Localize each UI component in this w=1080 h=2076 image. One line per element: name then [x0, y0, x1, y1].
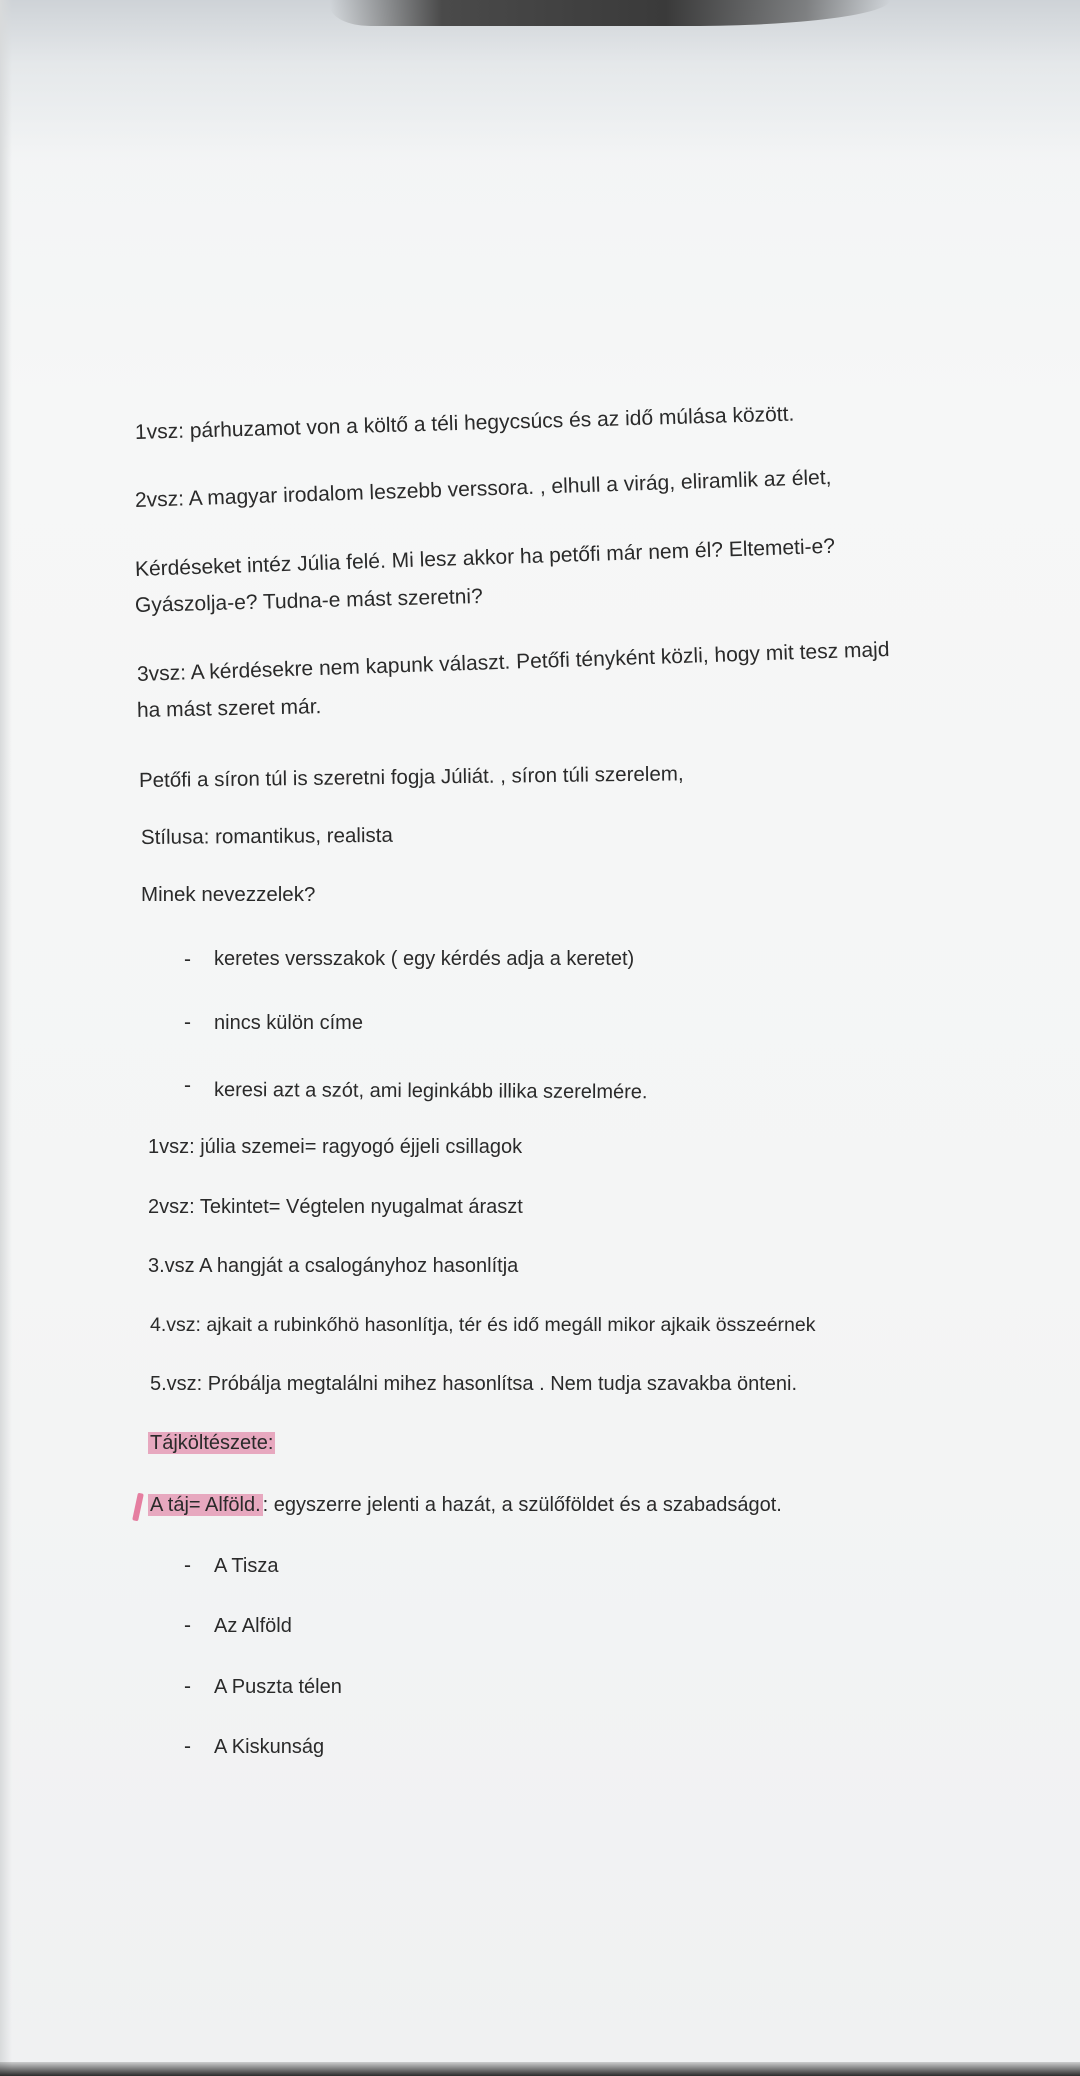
- text-line-minek-nevezzelek: Minek nevezzelek?: [141, 883, 316, 906]
- taj-alfold-description: : egyszerre jelenti a hazát, a szülőföldet és a szabadságot.: [262, 1494, 782, 1516]
- text-line-kerdeseket: Kérdéseket intéz Júlia felé. Mi lesz akkor ha petőfi már nem él? Eltemeti-e?: [134, 534, 836, 581]
- bullet-dash: -: [184, 1614, 191, 1637]
- bullet-dash: -: [184, 1675, 191, 1698]
- list-item-puszta-telen: A Puszta télen: [214, 1676, 342, 1698]
- bullet-dash: -: [184, 1011, 191, 1034]
- paper-left-edge: [0, 0, 12, 2076]
- section-heading-tajkolteszete: [148, 1430, 275, 1456]
- text-line-3vsz: 3vsz: A kérdésekre nem kapunk választ. Petőfi tényként közli, hogy mit tesz majd: [136, 638, 890, 686]
- text-line-stanza-3: 3.vsz A hangját a csalogányhoz hasonlítja: [148, 1255, 519, 1277]
- bullet-dash: -: [184, 948, 191, 971]
- text-line-gyaszolja: Gyászolja-e? Tudna-e mást szeretni?: [134, 584, 484, 617]
- section-heading-highlight: Tájköltészete:: [150, 1432, 274, 1454]
- taj-alfold-highlight: A táj= Alföld.: [150, 1494, 261, 1516]
- list-item-kiskunsag: A Kiskunság: [214, 1736, 325, 1758]
- bullet-dash: -: [184, 1074, 191, 1097]
- paper-bottom-edge: [0, 2062, 1080, 2076]
- list-item-keresi: keresi azt a szót, ami leginkább illika szerelmére.: [213, 1079, 648, 1104]
- text-line-stilusa: Stílusa: romantikus, realista: [140, 823, 393, 849]
- list-item-tisza: A Tisza: [214, 1555, 279, 1577]
- text-line-stanza-4: 4.vsz: ajkait a rubinkőhö hasonlítja, tér és idő megáll mikor ajkaik összeérnek: [150, 1314, 816, 1336]
- list-item-nincs-kulon: nincs külön címe: [214, 1012, 363, 1034]
- text-line-stanza-5: 5.vsz: Próbálja megtalálni mihez hasonlítsa . Nem tudja szavakba önteni.: [150, 1373, 798, 1395]
- list-item-alfold: Az Alföld: [214, 1615, 292, 1637]
- text-line-taj-alfold: [148, 1492, 782, 1518]
- text-line-petofi-siron: Petőfi a síron túl is szeretni fogja Júliát. , síron túli szerelem,: [138, 762, 684, 792]
- text-line-ha-mast: ha mást szeret már.: [136, 695, 322, 722]
- text-line-stanza-1: 1vsz: júlia szemei= ragyogó éjjeli csillagok: [148, 1136, 523, 1158]
- list-item-keretes: keretes versszakok ( egy kérdés adja a keretet): [214, 948, 635, 970]
- text-line-stanza-2: 2vsz: Tekintet= Végtelen nyugalmat áraszt: [148, 1196, 523, 1218]
- bullet-dash: -: [184, 1735, 191, 1758]
- text-line-1vsz: 1vsz: párhuzamot von a költő a téli hegycsúcs és az idő múlása között.: [134, 402, 795, 444]
- text-line-2vsz: 2vsz: A magyar irodalom leszebb verssora. , elhull a virág, eliramlik az élet,: [134, 465, 832, 512]
- highlighter-mark: [132, 1493, 144, 1522]
- bullet-dash: -: [184, 1554, 191, 1577]
